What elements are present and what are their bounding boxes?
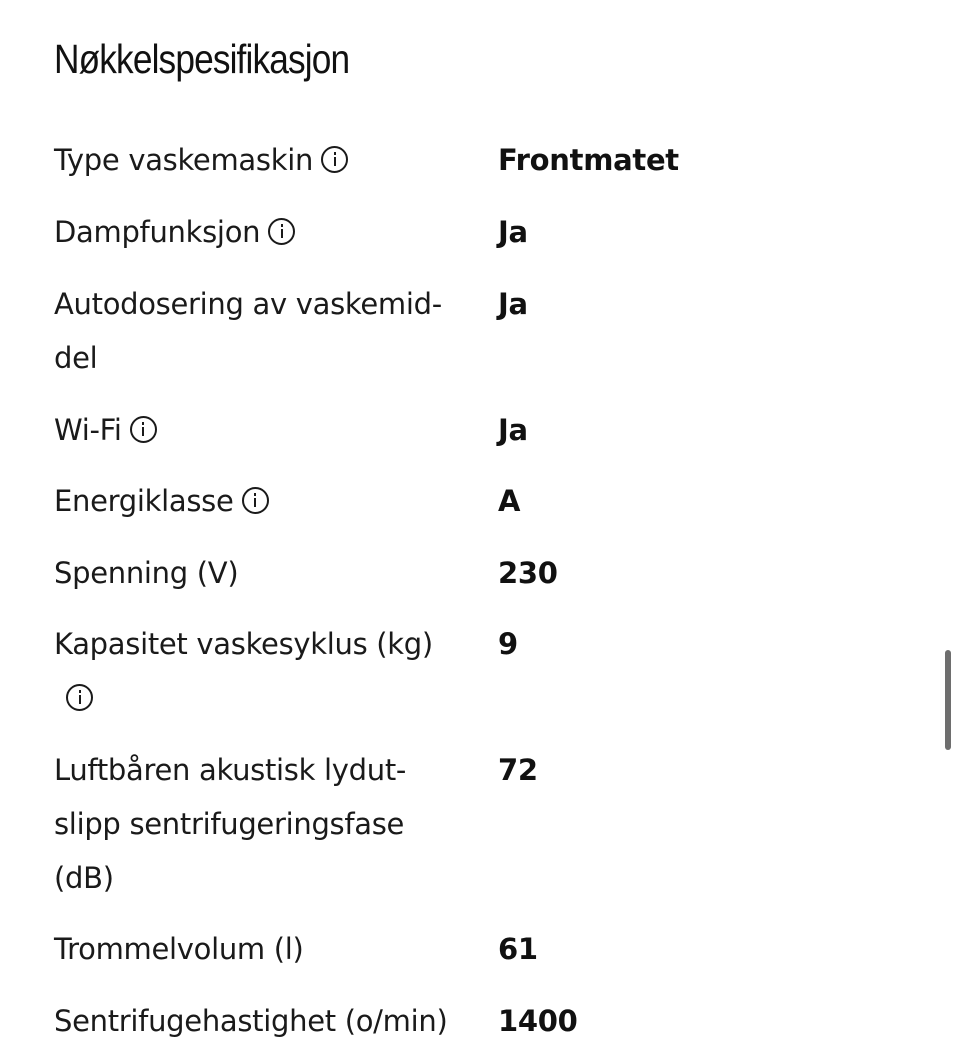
spec-label-text: Trommelvolum (l) (54, 932, 304, 966)
spec-label-text: Type vaskemaskin (54, 143, 314, 177)
spec-label-text: Spenning (V) (54, 556, 239, 590)
spec-value: 61 (498, 932, 538, 966)
spec-value: A (498, 484, 521, 518)
spec-label (54, 743, 454, 905)
spec-label (54, 133, 454, 187)
info-circle-icon[interactable] (268, 218, 295, 245)
spec-label (54, 546, 454, 600)
spec-value: Ja (498, 215, 528, 249)
spec-label-line: Autodosering av vaskemid- (54, 287, 442, 321)
info-circle-icon[interactable] (242, 487, 269, 514)
spec-value: 9 (498, 627, 518, 661)
spec-value: 230 (498, 556, 558, 590)
spec-label-text: Energiklasse (54, 484, 234, 518)
info-circle-icon[interactable] (66, 684, 93, 711)
spec-label-text: Sentrifugehastighet (o/min) (54, 1004, 448, 1038)
spec-label (54, 403, 454, 457)
spec-label-text: Kapasitet vaskesyklus (kg) (54, 627, 433, 661)
spec-value: Frontmatet (498, 143, 679, 177)
spec-label (54, 617, 454, 725)
info-circle-icon[interactable] (321, 146, 348, 173)
spec-value: 1400 (498, 1004, 578, 1038)
scrollbar-thumb[interactable] (945, 650, 951, 750)
spec-label-line: slipp sentrifugeringsfase (54, 807, 405, 841)
section-title: Nøkkelspesifikasjon (54, 36, 350, 82)
spec-label (54, 474, 454, 528)
spec-value: 72 (498, 753, 538, 787)
spec-label (54, 922, 454, 976)
spec-label-line: (dB) (54, 861, 114, 895)
spec-value: Ja (498, 413, 528, 447)
spec-value: Ja (498, 287, 528, 321)
spec-label-line: Luftbåren akustisk lydut- (54, 753, 407, 787)
spec-label-line: del (54, 341, 98, 375)
spec-label (54, 994, 494, 1048)
spec-label (54, 277, 454, 385)
spec-label-text: Wi-Fi (54, 413, 122, 447)
spec-label (54, 205, 454, 259)
spec-label-text: Dampfunksjon (54, 215, 261, 249)
info-circle-icon[interactable] (130, 416, 157, 443)
